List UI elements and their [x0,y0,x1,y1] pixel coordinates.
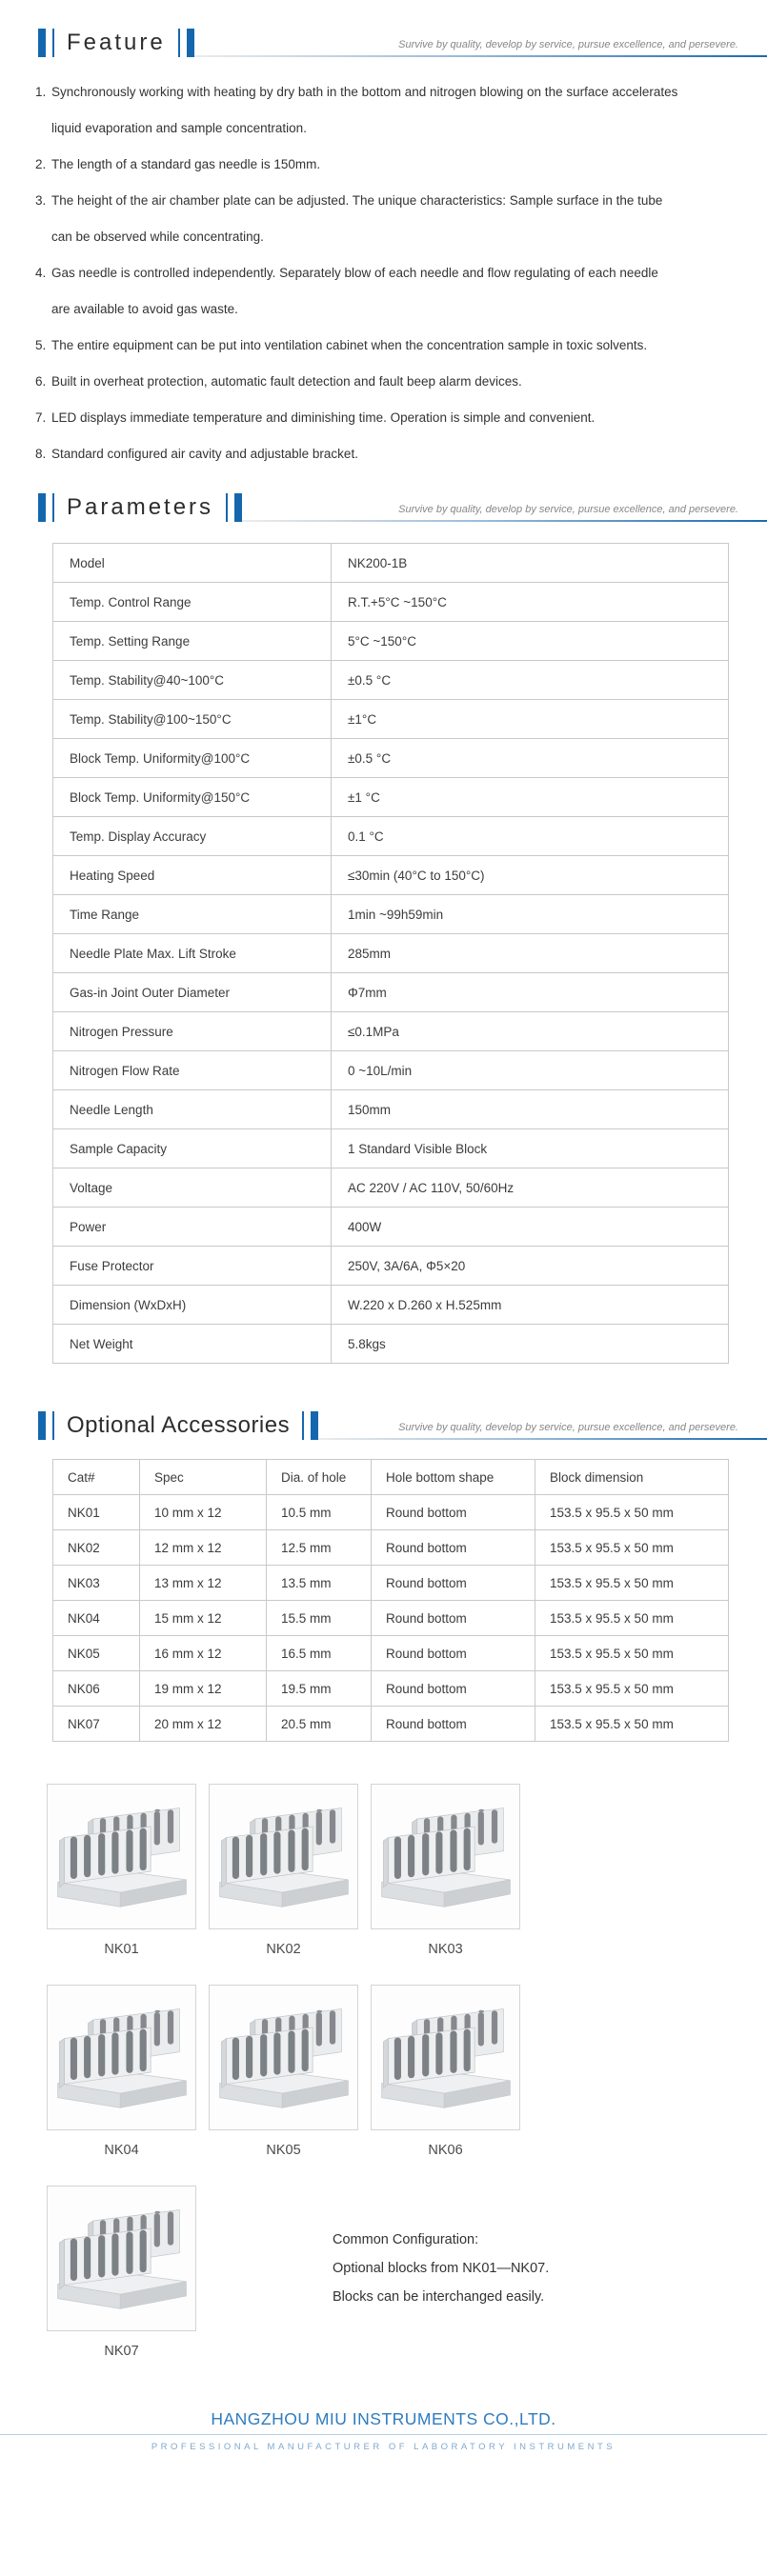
product-image-grid [47,1784,767,2367]
product-label: NK05 [266,2143,301,2158]
param-value: 1 Standard Visible Block [332,1129,729,1168]
feature-item: 1. Synchronously working with heating by dry bath in the bottom and nitrogen blowing on the surface accelerates liquid evaporation and sample concentration. [50,74,678,147]
section-title-accessories: Optional Accessories [67,1412,291,1438]
product-label: NK06 [428,2143,463,2158]
header-right [318,1422,767,1440]
table-row [53,1129,729,1168]
heating-block-image [378,1795,514,1918]
table-cell: 153.5 x 95.5 x 50 mm [535,1707,729,1742]
common-config-line: Optional blocks from NK01—NK07. [333,2261,550,2276]
feature-item: 5. The entire equipment can be put into ventilation cabinet when the concentration sample in toxic solvents. [50,328,678,364]
table-cell: 153.5 x 95.5 x 50 mm [535,1636,729,1671]
product-card-nk03 [371,1784,520,1966]
table-cell: 13 mm x 12 [140,1566,267,1601]
feature-item: 3. The height of the air chamber plate can be adjusted. The unique characteristics: Sample surface in the tube can be observed while concentrating. [50,183,678,255]
table-row [53,1566,729,1601]
footer-divider [0,2434,767,2435]
table-row [53,583,729,622]
param-label: Sample Capacity [53,1129,332,1168]
table-cell: 19 mm x 12 [140,1671,267,1707]
table-cell: NK07 [53,1707,140,1742]
product-photo-frame [47,1784,196,1929]
accessories-section-header [0,1411,767,1440]
param-label: Power [53,1208,332,1247]
param-label: Net Weight [53,1325,332,1364]
table-cell: NK01 [53,1495,140,1530]
common-config-line: Common Configuration: [333,2232,479,2247]
table-row [53,1495,729,1530]
table-cell: 16 mm x 12 [140,1636,267,1671]
table-row [53,1530,729,1566]
param-value: 0 ~10L/min [332,1051,729,1090]
table-row [53,739,729,778]
table-row [53,973,729,1012]
feature-section-header [0,29,767,57]
section-title-parameters: Parameters [67,494,214,520]
param-value: 400W [332,1208,729,1247]
column-header: Block dimension [535,1460,729,1495]
section-tagline: Survive by quality, develop by service, pursue excellence, and persevere. [398,1422,738,1433]
table-row [53,1051,729,1090]
product-row [47,1784,767,1966]
table-row [53,1090,729,1129]
common-config-line: Blocks can be interchanged easily. [333,2289,545,2305]
table-row [53,817,729,856]
param-label: Nitrogen Flow Rate [53,1051,332,1090]
column-header: Hole bottom shape [372,1460,535,1495]
param-value: ±1°C [332,700,729,739]
feature-item: 8. Standard configured air cavity and adjustable bracket. [50,436,678,472]
param-label: Temp. Display Accuracy [53,817,332,856]
param-label: Block Temp. Uniformity@150°C [53,778,332,817]
param-value: R.T.+5°C ~150°C [332,583,729,622]
accent-line-icon [302,1411,304,1440]
param-label: Dimension (WxDxH) [53,1286,332,1325]
page-footer [0,2409,767,2452]
table-cell: 153.5 x 95.5 x 50 mm [535,1530,729,1566]
param-value: 0.1 °C [332,817,729,856]
param-label: Time Range [53,895,332,934]
table-cell: Round bottom [372,1636,535,1671]
product-photo-frame [371,1985,520,2130]
param-value: W.220 x D.260 x H.525mm [332,1286,729,1325]
param-value: ≤30min (40°C to 150°C) [332,856,729,895]
section-divider-line [194,55,767,57]
param-value: 5.8kgs [332,1325,729,1364]
table-cell: NK04 [53,1601,140,1636]
table-row [53,1325,729,1364]
feature-item: 7. LED displays immediate temperature and diminishing time. Operation is simple and convenient. [50,400,678,436]
product-card-nk07 [47,2186,196,2367]
accent-line-icon [178,29,180,57]
product-label: NK07 [104,2344,139,2359]
parameters-section-header [0,493,767,522]
feature-item: 6. Built in overheat protection, automatic fault detection and fault beep alarm devices. [50,364,678,400]
accent-bar-icon [38,29,46,57]
product-label: NK01 [104,1942,139,1957]
table-cell: 10.5 mm [267,1495,372,1530]
heating-block-image [54,2197,190,2320]
table-cell: 153.5 x 95.5 x 50 mm [535,1566,729,1601]
product-label: NK03 [428,1942,463,1957]
param-value: ±0.5 °C [332,739,729,778]
accessories-title-block [38,1411,318,1440]
product-photo-frame [209,1985,358,2130]
table-cell: NK06 [53,1671,140,1707]
param-label: Voltage [53,1168,332,1208]
heating-block-image [216,1795,352,1918]
table-cell: Round bottom [372,1495,535,1530]
table-cell: NK03 [53,1566,140,1601]
parameters-table [52,543,729,1364]
table-row [53,1707,729,1742]
table-row [53,1208,729,1247]
table-cell: 20.5 mm [267,1707,372,1742]
param-value: NK200-1B [332,544,729,583]
feature-title-block [38,29,194,57]
product-photo-frame [371,1784,520,1929]
param-label: Temp. Setting Range [53,622,332,661]
section-tagline: Survive by quality, develop by service, pursue excellence, and persevere. [398,39,738,50]
param-value: 5°C ~150°C [332,622,729,661]
table-row [53,1601,729,1636]
param-label: Temp. Stability@40~100°C [53,661,332,700]
product-card-nk06 [371,1985,520,2167]
param-value: 150mm [332,1090,729,1129]
table-cell: Round bottom [372,1671,535,1707]
header-right [242,504,767,522]
accent-bar-icon [38,493,46,522]
param-value: Φ7mm [332,973,729,1012]
param-label: Temp. Stability@100~150°C [53,700,332,739]
heating-block-image [54,1996,190,2119]
table-row [53,1286,729,1325]
table-row [53,778,729,817]
table-cell: 153.5 x 95.5 x 50 mm [535,1671,729,1707]
accent-bar-icon [311,1411,318,1440]
column-header: Cat# [53,1460,140,1495]
param-label: Heating Speed [53,856,332,895]
param-label: Temp. Control Range [53,583,332,622]
table-cell: NK02 [53,1530,140,1566]
product-row [47,1985,767,2167]
param-label: Model [53,544,332,583]
product-card-nk04 [47,1985,196,2167]
product-photo-frame [209,1784,358,1929]
product-card-nk01 [47,1784,196,1966]
product-card-nk02 [209,1784,358,1966]
param-value: ≤0.1MPa [332,1012,729,1051]
table-header-row [53,1460,729,1495]
accent-line-icon [226,493,228,522]
table-row [53,856,729,895]
table-cell: 12.5 mm [267,1530,372,1566]
param-value: 1min ~99h59min [332,895,729,934]
table-cell: Round bottom [372,1601,535,1636]
param-value: ±1 °C [332,778,729,817]
heating-block-image [378,1996,514,2119]
footer-company-name: HANGZHOU MIU INSTRUMENTS CO.,LTD. [211,2409,556,2428]
table-row [53,1012,729,1051]
accessories-table [52,1459,729,1742]
table-cell: NK05 [53,1636,140,1671]
product-card-nk05 [209,1985,358,2167]
table-cell: 15 mm x 12 [140,1601,267,1636]
common-configuration-note [333,2226,549,2311]
feature-list [50,74,678,472]
accent-bar-icon [38,1411,46,1440]
table-cell: Round bottom [372,1707,535,1742]
table-cell: Round bottom [372,1566,535,1601]
table-cell: 153.5 x 95.5 x 50 mm [535,1495,729,1530]
param-value: 250V, 3A/6A, Φ5×20 [332,1247,729,1286]
column-header: Dia. of hole [267,1460,372,1495]
param-value: 285mm [332,934,729,973]
product-label: NK02 [266,1942,301,1957]
table-row [53,1671,729,1707]
param-label: Needle Plate Max. Lift Stroke [53,934,332,973]
table-cell: 15.5 mm [267,1601,372,1636]
section-divider-line [242,520,767,522]
param-label: Needle Length [53,1090,332,1129]
heating-block-image [216,1996,352,2119]
table-row [53,934,729,973]
table-row [53,700,729,739]
section-tagline: Survive by quality, develop by service, pursue excellence, and persevere. [398,504,738,515]
heating-block-image [54,1795,190,1918]
header-right [194,39,767,57]
param-label: Block Temp. Uniformity@100°C [53,739,332,778]
table-cell: 16.5 mm [267,1636,372,1671]
feature-item: 2. The length of a standard gas needle is 150mm. [50,147,678,183]
table-row [53,622,729,661]
table-row [53,544,729,583]
table-cell: 20 mm x 12 [140,1707,267,1742]
table-cell: 153.5 x 95.5 x 50 mm [535,1601,729,1636]
table-cell: 13.5 mm [267,1566,372,1601]
table-row [53,895,729,934]
accent-bar-icon [187,29,194,57]
product-label: NK04 [104,2143,139,2158]
accent-bar-icon [234,493,242,522]
table-cell: 12 mm x 12 [140,1530,267,1566]
parameters-title-block [38,493,242,522]
section-title-feature: Feature [67,30,166,55]
table-cell: Round bottom [372,1530,535,1566]
table-cell: 10 mm x 12 [140,1495,267,1530]
column-header: Spec [140,1460,267,1495]
product-photo-frame [47,1985,196,2130]
table-row [53,1168,729,1208]
feature-item: 4. Gas needle is controlled independently. Separately blow of each needle and flow regulating of each needle are available to avoid gas waste. [50,255,678,328]
param-label: Fuse Protector [53,1247,332,1286]
footer-subtitle: PROFESSIONAL MANUFACTURER OF LABORATORY INSTRUMENTS [151,2442,616,2452]
table-row [53,1247,729,1286]
product-photo-frame [47,2186,196,2331]
param-value: AC 220V / AC 110V, 50/60Hz [332,1168,729,1208]
table-row [53,661,729,700]
table-row [53,1636,729,1671]
param-value: ±0.5 °C [332,661,729,700]
table-cell: 19.5 mm [267,1671,372,1707]
param-label: Nitrogen Pressure [53,1012,332,1051]
section-divider-line [318,1438,767,1440]
param-label: Gas-in Joint Outer Diameter [53,973,332,1012]
product-row [47,2186,767,2367]
